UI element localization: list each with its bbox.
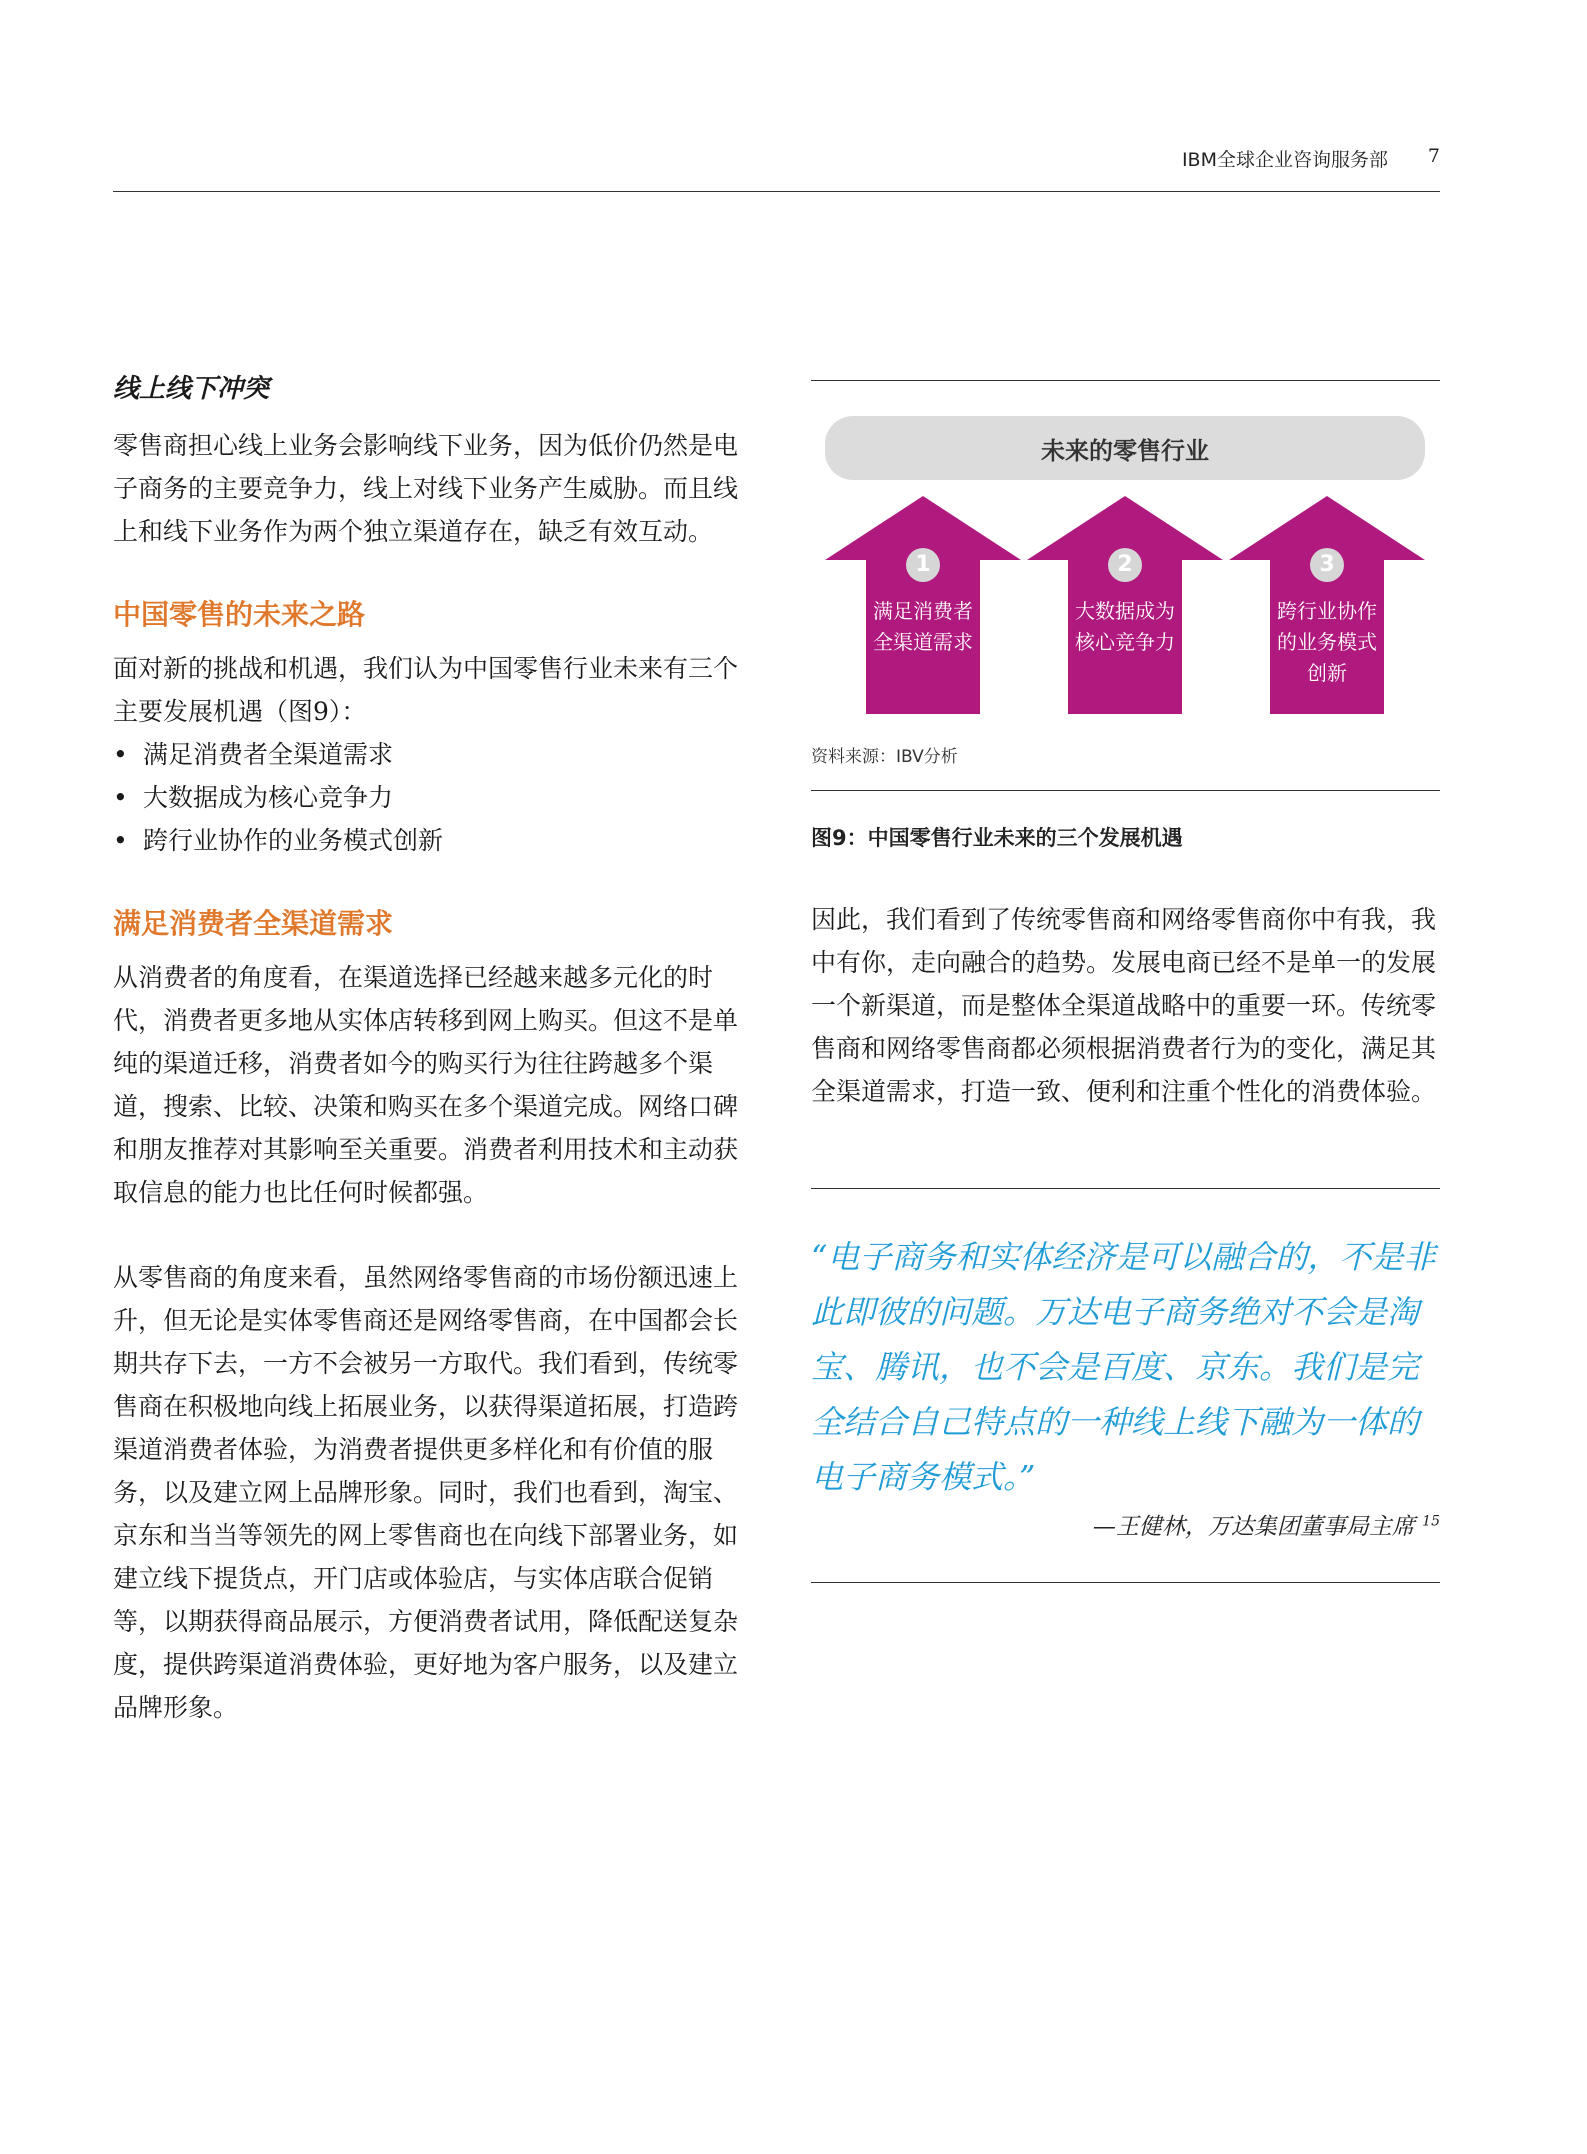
figure-9 [811,416,1440,716]
arrow-number: 3 [1310,548,1344,582]
pull-quote: “电子商务和实体经济是可以融合的，不是非此即彼的问题。万达电子商务绝对不会是淘宝、腾讯，也不会是百度、京东。我们是完全结合自己特点的一种线上线下融为一体的电子商务模式。” [811,1238,1436,1496]
arrow-label: 满足消费者 全渠道需求 [873,599,973,654]
header-title: IBM全球企业咨询服务部 [1181,149,1388,171]
paragraph-conflict: 零售商担心线上业务会影响线下业务，因为低价仍然是电子商务的主要竞争力，线上对线下业务产生威胁。而且线上和线下业务作为两个独立渠道存在，缺乏有效互动。 [113,431,739,546]
arrow-number: 1 [906,548,940,582]
footnote-ref: 15 [1422,1513,1440,1530]
heading-omnichannel: 满足消费者全渠道需求 [113,907,394,940]
paragraph-convergence: 因此，我们看到了传统零售商和网络零售商你中有我，我中有你，走向融合的趋势。发展电商已经不是单一的发展一个新渠道，而是整体全渠道战略中的重要一环。传统零售商和网络零售商都必须根据消费者行为的变化，满足其全渠道需求，打造一致、便利和注重个性化的消费体验。 [811,905,1437,1106]
figure-bottom-rule [811,790,1440,791]
opportunity-list [113,733,753,862]
figure-banner [825,416,1425,480]
paragraph-consumer-view: 从消费者的角度看，在渠道选择已经越来越多元化的时代，消费者更多地从实体店转移到网上购买。但这不是单纯的渠道迁移，消费者如今的购买行为往往跨越多个渠道，搜索、比较、决策和购买在多个渠道完成。网络口碑和朋友推荐对其影响至关重要。消费者利用技术和主动获取信息的能力也比任何时候都强。 [113,963,739,1207]
arrow-label: 大数据成为 核心竞争力 [1075,599,1175,654]
quote-top-rule [811,1188,1440,1189]
list-item: • 大数据成为核心竞争力 [113,776,753,819]
heading-future-path: 中国零售的未来之路 [113,598,366,631]
page-number: 7 [1427,145,1440,167]
quote-attribution [811,1508,1440,1541]
list-item: • 跨行业协作的业务模式创新 [113,819,753,862]
arrow-opportunity-3 [1229,496,1425,714]
attribution-text: —王健林，万达集团董事局主席 [1092,1514,1415,1540]
arrow-number: 2 [1108,548,1142,582]
left-column [113,370,753,1729]
figure-caption: 图9：中国零售行业未来的三个发展机遇 [811,826,1183,850]
quote-bottom-rule [811,1582,1440,1583]
list-item: • 满足消费者全渠道需求 [113,733,753,776]
arrow-opportunity-1 [825,496,1021,714]
paragraph-retailer-view: 从零售商的角度来看，虽然网络零售商的市场份额迅速上升，但无论是实体零售商还是网络零售商，在中国都会长期共存下去，一方不会被另一方取代。我们看到，传统零售商在积极地向线上拓展业务，以获得渠道拓展，打造跨渠道消费者体验，为消费者提供更多样化和有价值的服务，以及建立网上品牌形象。同时，我们也看到，淘宝、京东和当当等领先的网上零售商也在向线下部署业务，如建立线下提货点，开门店或体验店，与实体店联合促销等，以期获得商品展示，方便消费者试用，降低配送复杂度，提供跨渠道消费体验，更好地为客户服务，以及建立品牌形象。 [113,1263,739,1722]
figure-top-rule [811,380,1440,381]
arrow-opportunity-2 [1027,496,1223,714]
page-header [113,145,1440,192]
figure-source: 资料来源：IBV分析 [811,747,958,767]
subheading-online-offline-conflict: 线上线下冲突 [113,374,270,404]
arrow-label: 跨行业协作 的业务模式 创新 [1277,599,1377,685]
banner-label: 未来的零售行业 [1041,436,1209,465]
paragraph-opportunities: 面对新的挑战和机遇，我们认为中国零售行业未来有三个主要发展机遇（图9）： [113,654,739,726]
